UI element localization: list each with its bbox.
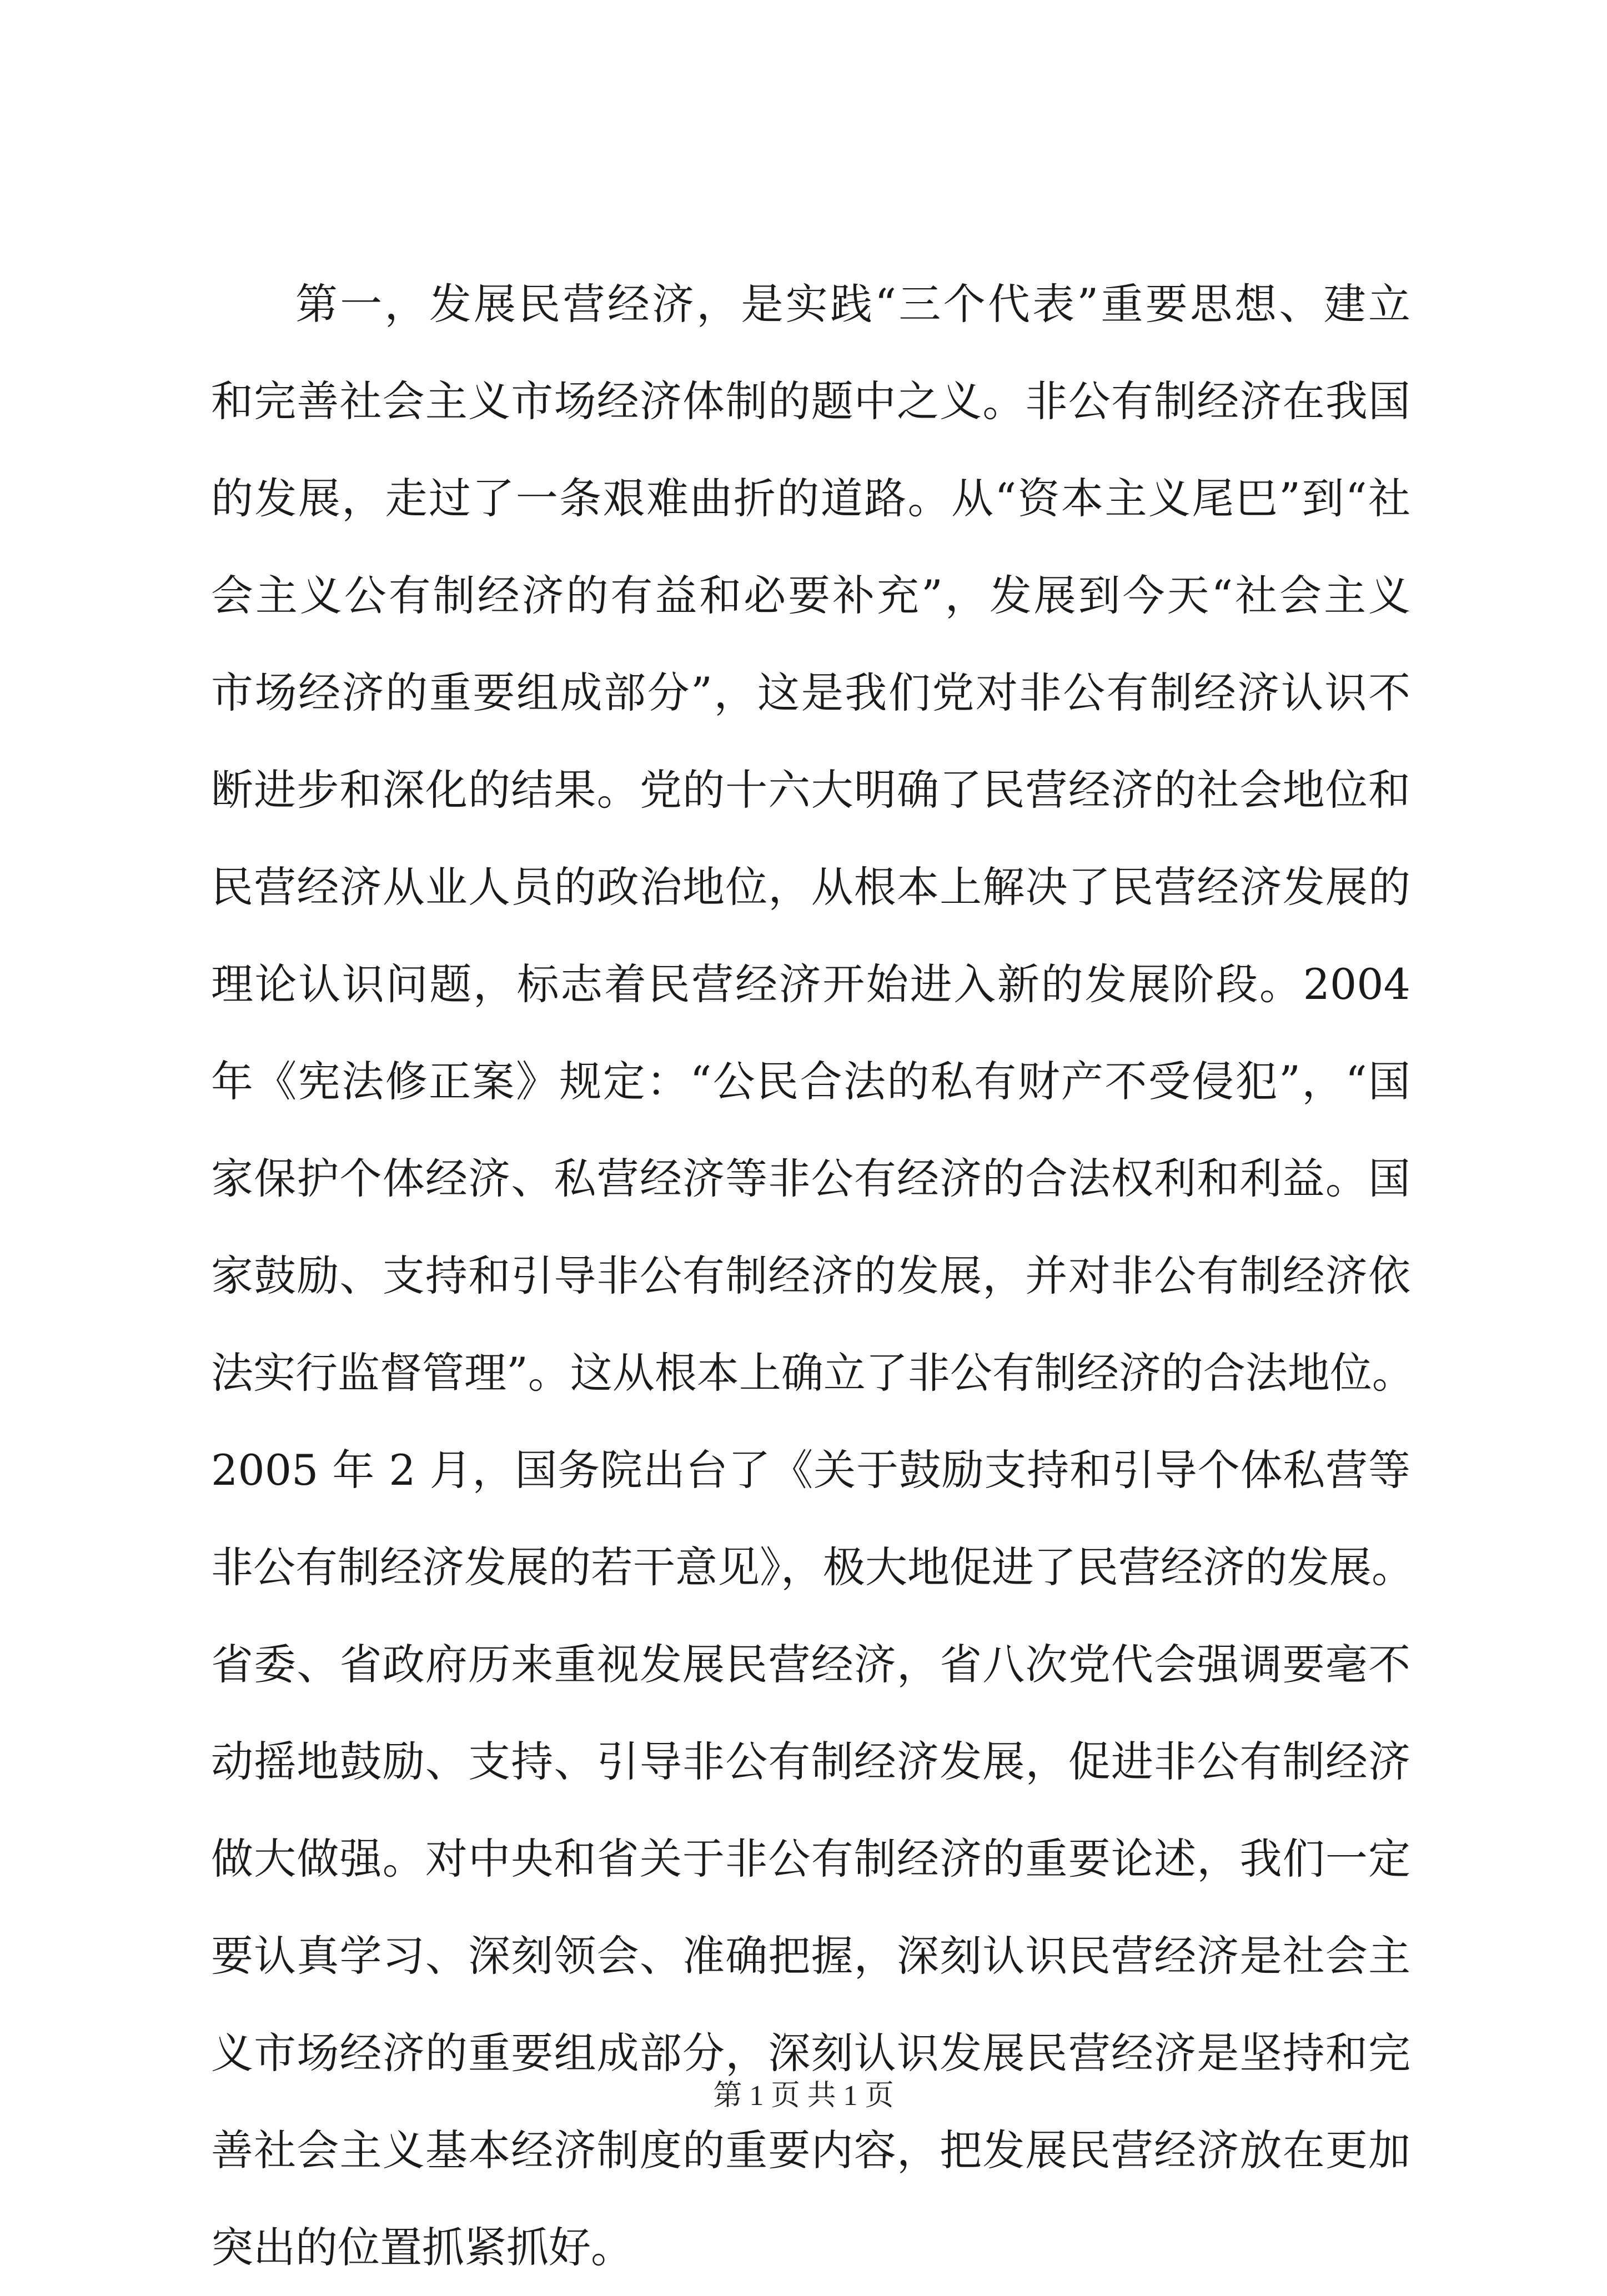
paragraph-line: 民营经济从业人员的政治地位，从根本上解决了民营经济发展的 (211, 862, 1410, 912)
paragraph-line: 断进步和深化的结果。党的十六大明确了民营经济的社会地位和 (211, 765, 1410, 815)
paragraph-line: 家鼓励、支持和引导非公有制经济的发展，并对非公有制经济依 (211, 1251, 1410, 1300)
page-footer (0, 2077, 1607, 2116)
paragraph-line: 第一，发展民营经济，是实践“三个代表”重要思想、建立 (295, 279, 1410, 329)
body-paragraph (211, 255, 1414, 2296)
paragraph-line: 义市场经济的重要组成部分，深刻认识发展民营经济是坚持和完 (211, 2028, 1410, 2078)
paragraph-line: 非公有制经济发展的若干意见》，极大地促进了民营经济的发展。 (211, 1543, 1414, 1592)
paragraph-line: 做大做强。对中央和省关于非公有制经济的重要论述，我们一定 (211, 1834, 1410, 1883)
paragraph-line: 的发展，走过了一条艰难曲折的道路。从“资本主义尾巴”到“社 (211, 474, 1410, 523)
paragraph-line: 法实行监督管理”。这从根本上确立了非公有制经济的合法地位。 (211, 1348, 1414, 1398)
paragraph-line: 省委、省政府历来重视发展民营经济，省八次党代会强调要毫不 (211, 1640, 1410, 1689)
paragraph-line: 突出的位置抓紧抓好。 (211, 2223, 633, 2272)
paragraph-line: 年《宪法修正案》规定：“公民合法的私有财产不受侵犯”，“国 (211, 1057, 1410, 1106)
paragraph-line: 市场经济的重要组成部分”，这是我们党对非公有制经济认识不 (211, 668, 1410, 717)
paragraph-line: 动摇地鼓励、支持、引导非公有制经济发展，促进非公有制经济 (211, 1737, 1410, 1786)
paragraph-line: 善社会主义基本经济制度的重要内容，把发展民营经济放在更加 (211, 2126, 1410, 2175)
paragraph-line: 和完善社会主义市场经济体制的题中之义。非公有制经济在我国 (211, 376, 1410, 426)
paragraph-line: 理论认识问题，标志着民营经济开始进入新的发展阶段。2004 (211, 959, 1410, 1009)
paragraph-line: 会主义公有制经济的有益和必要补充”，发展到今天“社会主义 (211, 571, 1410, 620)
paragraph-line: 2005 年 2 月，国务院出台了《关于鼓励支持和引导个体私营等 (211, 1445, 1410, 1495)
paragraph-line: 家保护个体经济、私营经济等非公有经济的合法权利和利益。国 (211, 1154, 1410, 1203)
paragraph-line: 要认真学习、深刻领会、准确把握，深刻认识民营经济是社会主 (211, 1931, 1410, 1981)
page-number-label: 第 1 页 共 1 页 (713, 2080, 894, 2112)
